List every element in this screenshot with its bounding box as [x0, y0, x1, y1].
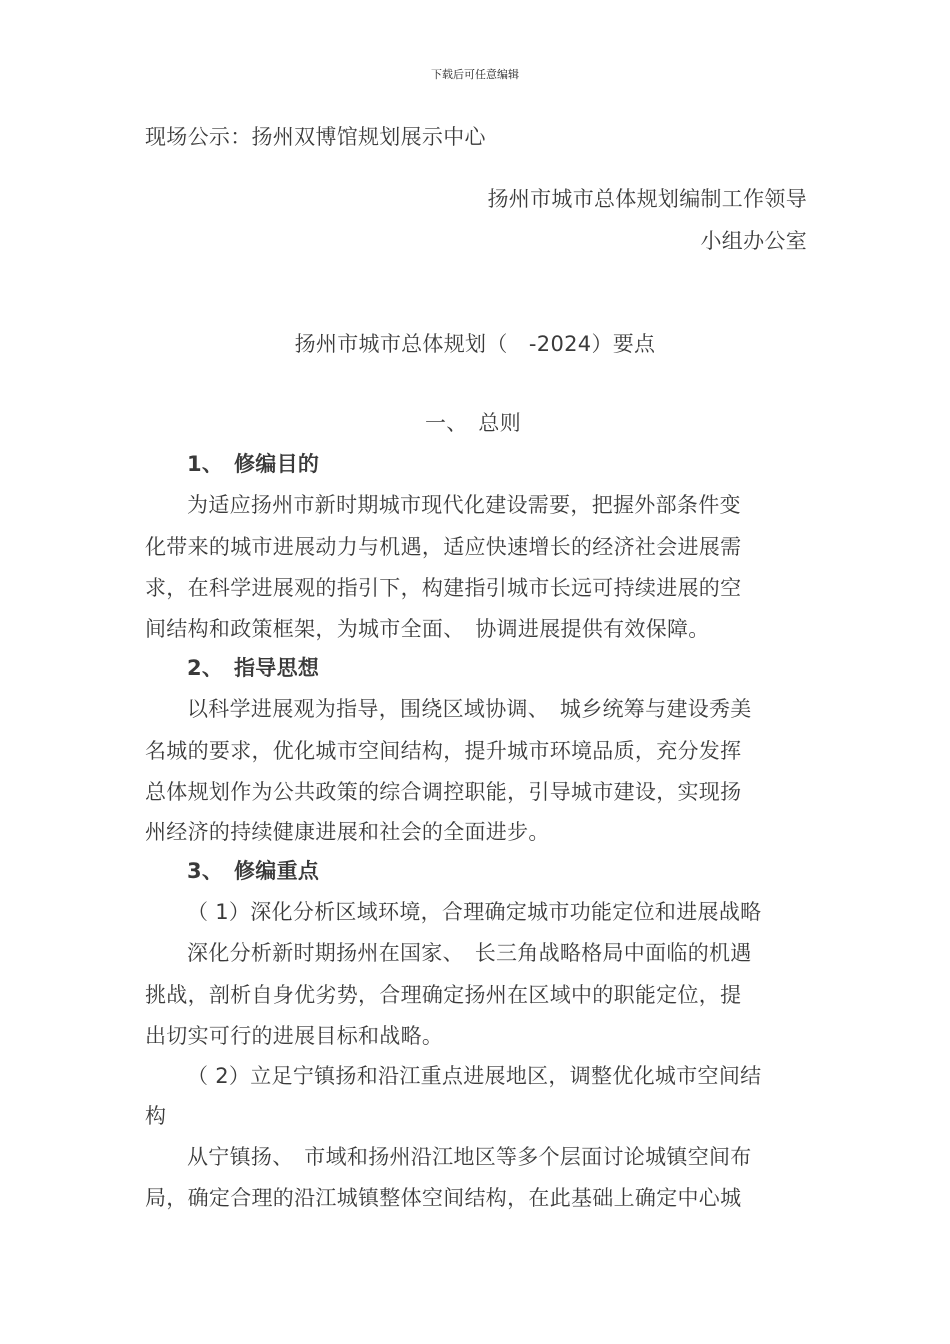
paragraph-line: 总体规划作为公共政策的综合调控职能，引导城市建设，实现扬	[145, 780, 742, 804]
paragraph-line: 名城的要求，优化城市空间结构，提升城市环境品质，充分发挥	[145, 739, 742, 763]
paragraph-line: 出切实可行的进展目标和战略。	[145, 1024, 444, 1048]
subsection-title: （ 2）立足宁镇扬和沿江重点进展地区，调整优化城市空间结	[187, 1064, 762, 1088]
paragraph-line: 为适应扬州市新时期城市现代化建设需要，把握外部条件变	[187, 493, 741, 517]
page-header-note: 下载后可任意编辑	[431, 68, 519, 81]
notice-line: 现场公示：扬州双博馆规划展示中心	[145, 125, 486, 149]
paragraph-line: 求，在科学进展观的指引下，构建指引城市长远可持续进展的空	[145, 576, 742, 600]
paragraph-line: 局，确定合理的沿江城镇整体空间结构，在此基础上确定中心城	[145, 1186, 742, 1210]
paragraph-line: 以科学进展观为指导，围绕区域协调、 城乡统筹与建设秀美	[187, 697, 752, 721]
paragraph-line: 挑战，剖析自身优劣势，合理确定扬州在区域中的职能定位，提	[145, 983, 742, 1007]
paragraph-line: 州经济的持续健康进展和社会的全面进步。	[145, 820, 550, 844]
paragraph-line: 间结构和政策框架，为城市全面、 协调进展提供有效保障。	[145, 617, 710, 641]
issuer-line-2: 小组办公室	[700, 229, 807, 253]
issuer-line-1: 扬州市城市总体规划编制工作领导	[487, 187, 807, 211]
document-title: 扬州市城市总体规划（ -2024）要点	[294, 332, 656, 356]
paragraph-line: 深化分析新时期扬州在国家、 长三角战略格局中面临的机遇	[187, 941, 752, 965]
item-heading-3: 3、 修编重点	[187, 859, 320, 883]
paragraph-line: 化带来的城市进展动力与机遇，适应快速增长的经济社会进展需	[145, 535, 742, 559]
subsection-title: （ 1）深化分析区域环境，合理确定城市功能定位和进展战略	[187, 900, 762, 924]
paragraph-line: 从宁镇扬、 市域和扬州沿江地区等多个层面讨论城镇空间布	[187, 1145, 752, 1169]
item-heading-2: 2、 指导思想	[187, 656, 320, 680]
item-heading-1: 1、 修编目的	[187, 452, 320, 476]
section-heading: 一、 总则	[425, 411, 521, 435]
subsection-title-continued: 构	[145, 1104, 167, 1128]
